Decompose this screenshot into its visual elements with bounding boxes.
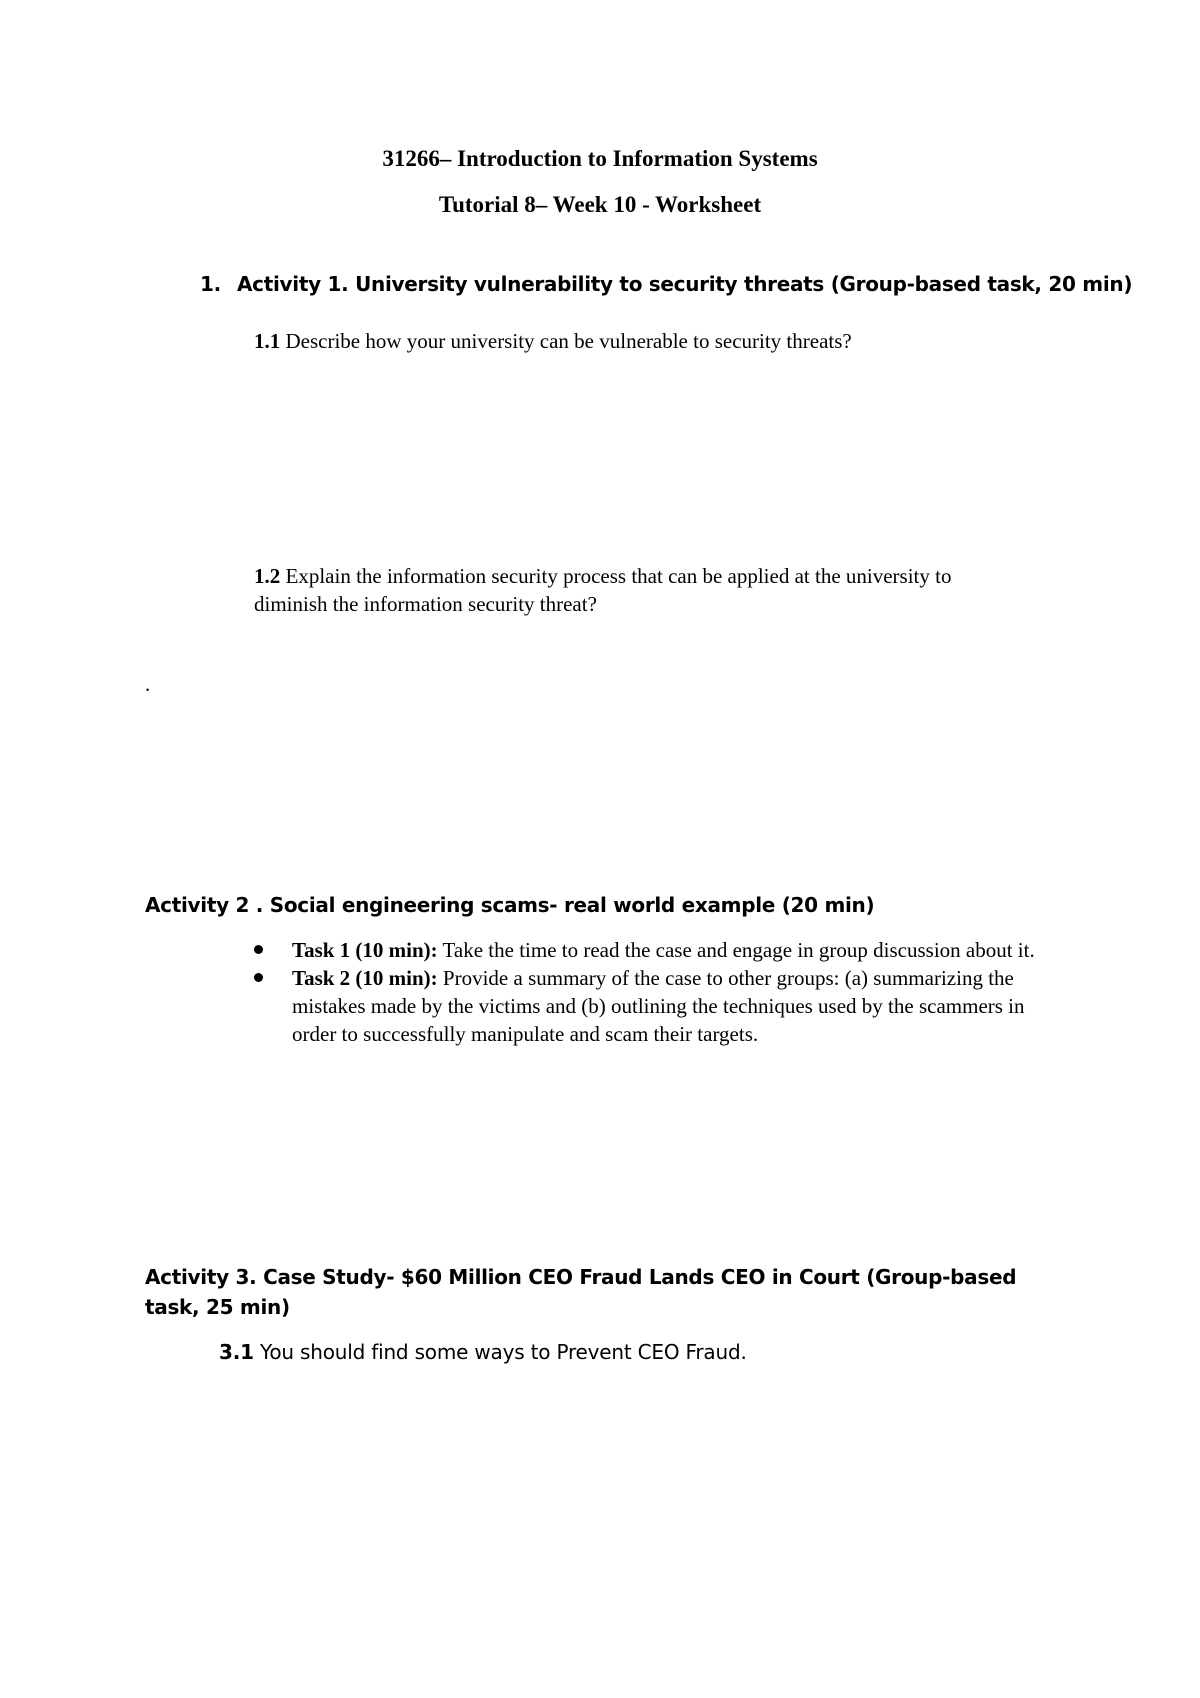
question-3-1-text: You should find some ways to Prevent CEO Fraud. (253, 1340, 747, 1364)
activity1-heading-text: Activity 1. University vulnerability to security threats (Group-based task, 20 min) (237, 272, 1133, 296)
activity1-list-number: 1. (200, 272, 221, 296)
question-1-1-number: 1.1 (254, 329, 281, 353)
activity3-heading: Activity 3. Case Study- $60 Million CEO Fraud Lands CEO in Court (Group-based task, 25 min) (145, 1265, 1017, 1319)
bullet-icon (254, 973, 263, 982)
task-1-text: Take the time to read the case and engage in group discussion about it. (437, 938, 1035, 962)
question-1-2-number: 1.2 (254, 564, 281, 588)
stray-period: . (145, 672, 151, 696)
question-1-2 (254, 562, 974, 618)
question-1-1-text: Describe how your university can be vulnerable to security threats? (280, 329, 852, 353)
task-item-2 (254, 964, 1074, 1048)
question-1-1 (254, 327, 852, 355)
question-3-1-number: 3.1 (219, 1340, 254, 1364)
worksheet-title: Tutorial 8– Week 10 - Worksheet (438, 192, 762, 217)
task-2-text: Provide a summary of the case to other groups: (a) summarizing the mistakes made by the victims and (b) outlining the techniques used by the scammers in order to successfully manipulate and scam their targets. (292, 966, 1025, 1046)
activity2-heading: Activity 2 . Social engineering scams- real world example (20 min) (145, 893, 875, 917)
task-2-label: Task 2 (10 min): (292, 966, 438, 990)
bullet-icon (254, 945, 263, 954)
activity2-task-list (254, 936, 1074, 1048)
question-1-2-text: Explain the information security process that can be applied at the university to diminish the information security threat? (254, 564, 952, 616)
question-3-1 (219, 1340, 747, 1364)
course-title: 31266– Introduction to Information Systems (382, 146, 818, 171)
task-item-1 (254, 936, 1074, 964)
task-1-label: Task 1 (10 min): (292, 938, 438, 962)
